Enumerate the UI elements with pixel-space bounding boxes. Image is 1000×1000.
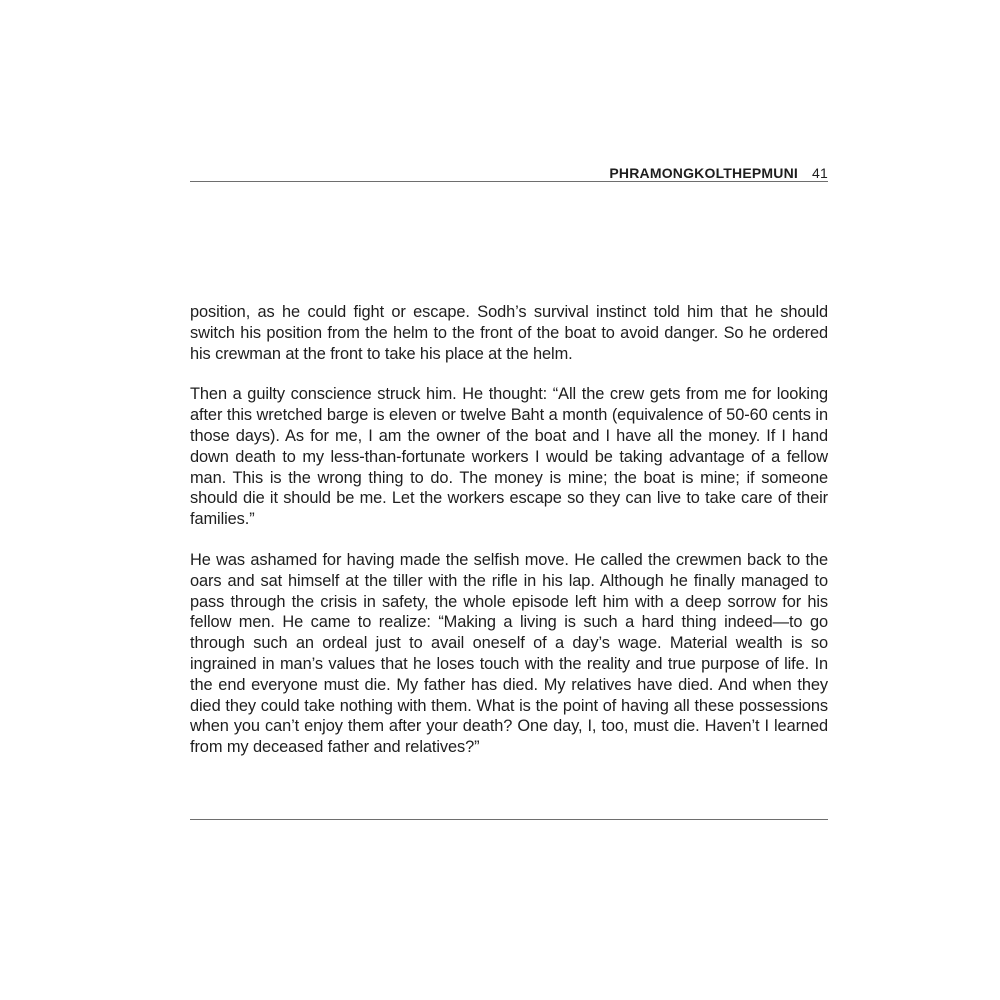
- footer-rule: [190, 819, 828, 820]
- body-text: [190, 302, 828, 778]
- paragraph-2: Then a guilty conscience struck him. He thought: “All the crew gets from me for looking after this wretched barge is eleven or twelve Baht a month (equivalence of 50-60 cents in those days). As for me, I am the owner of the boat and I have all the money. If I hand down death to my less-than-fortunate workers I would be taking advantage of a fellow man. This is the wrong thing to do. The money is mine; the boat is mine; if someone should die it should be me. Let the workers escape so they can live to take care of their families.”: [190, 385, 828, 529]
- running-title: PHRAMONGKOLTHEPMUNI: [609, 165, 799, 181]
- page-number: 41: [812, 165, 828, 181]
- running-header: [190, 164, 828, 182]
- paragraph-1: position, as he could fight or escape. Sodh’s survival instinct told him that he should switch his position from the helm to the front of the boat to avoid danger. So he ordered his crewman at the front to take his place at the helm.: [190, 303, 828, 363]
- paragraph-3: He was ashamed for having made the selfish move. He called the crewmen back to the oars and sat himself at the tiller with the rifle in his lap. Although he finally managed to pass through the crisis in safety, the whole episode left him with a deep sorrow for his fellow men. He came to realize: “Making a living is such a hard thing indeed—to go through such an ordeal just to avail oneself of a day’s wage. Material wealth is so ingrained in man’s values that he loses touch with the reality and true purpose of life. In the end everyone must die. My father has died. My relatives have died. And when they died they could take nothing with them. What is the point of having all these possessions when you can’t enjoy them after your death? One day, I, too, must die. Haven’t I learned from my deceased father and relatives?”: [190, 550, 828, 757]
- header-rule: [190, 181, 828, 182]
